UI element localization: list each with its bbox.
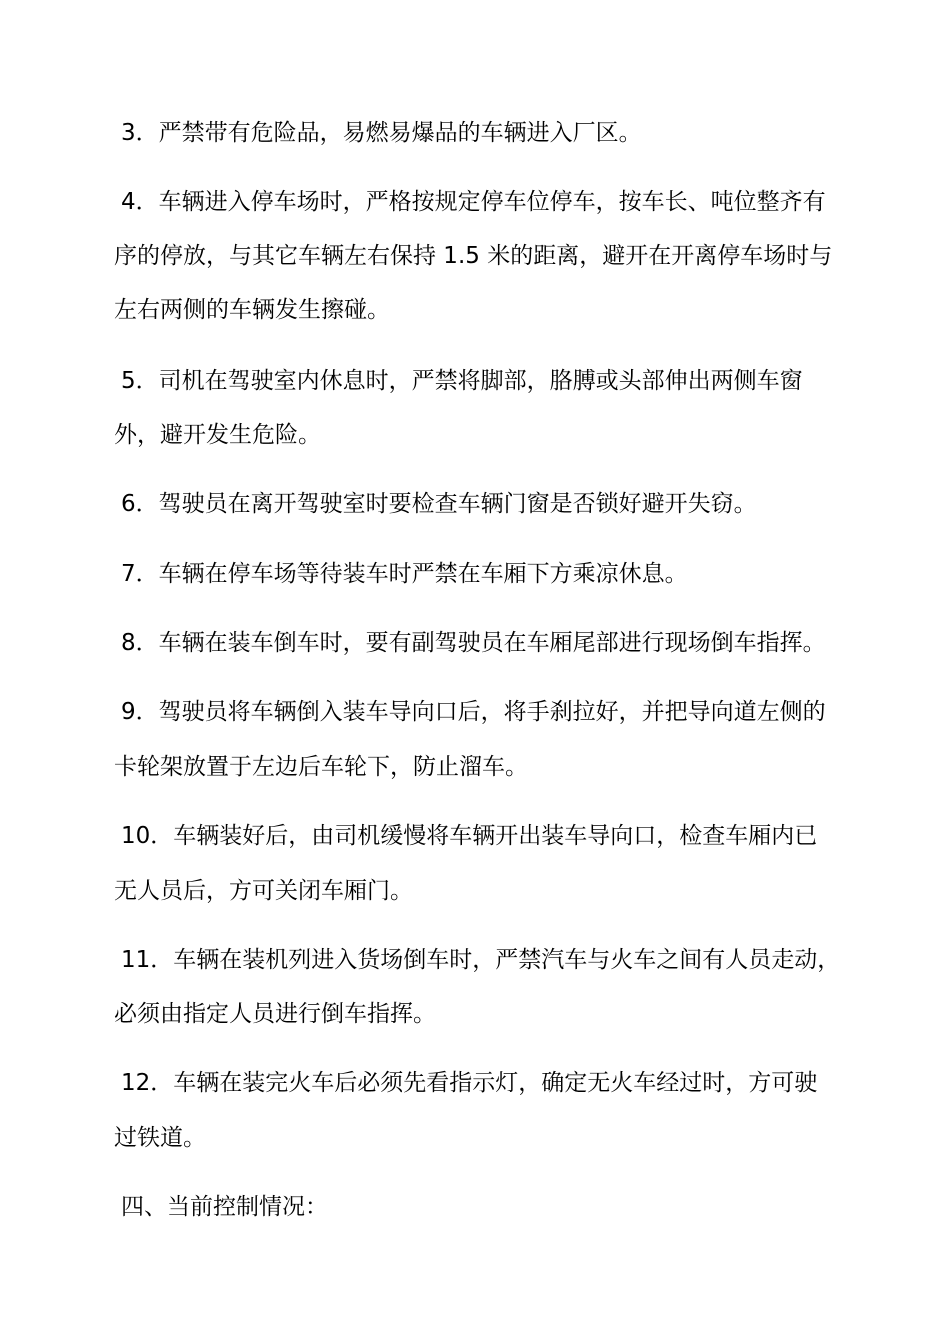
item-number: 7．: [121, 561, 159, 587]
section-heading: 四、当前控制情况：: [121, 1194, 328, 1220]
list-item-9: [121, 697, 826, 727]
list-item-11: [121, 945, 840, 975]
item-text: 司机在驾驶室内休息时，严禁将脚部，胳膊或头部伸出两侧车窗: [158, 368, 803, 394]
item-5-line-2: 外，避开发生危险。: [114, 422, 321, 448]
item-10-line-2: 无人员后，方可关闭车厢门。: [114, 878, 413, 904]
list-item-4: [121, 187, 826, 217]
item-12-line-2: 过铁道。: [114, 1125, 206, 1151]
item-number: 5．: [121, 368, 159, 394]
item-text: 严禁带有危险品，易燃易爆品的车辆进入厂区。: [158, 120, 642, 146]
list-item-8: [121, 628, 826, 658]
item-text: 车辆进入停车场时，严格按规定停车位停车，按车长、吨位整齐有: [158, 189, 826, 215]
list-item-6: [121, 489, 757, 519]
item-number: 3．: [121, 120, 159, 146]
item-text: 车辆在装完火车后必须先看指示灯，确定无火车经过时，方可驶: [173, 1070, 818, 1096]
list-item-5: [121, 366, 803, 396]
item-text: 车辆装好后，由司机缓慢将车辆开出装车导向口，检查车厢内已: [173, 823, 818, 849]
list-item-12: [121, 1068, 817, 1098]
item-4-line-3: 左右两侧的车辆发生擦碰。: [114, 297, 390, 323]
item-4-line-2: 序的停放，与其它车辆左右保持 1.5 米的距离，避开在开离停车场时与: [114, 243, 833, 269]
item-number: 10．: [121, 823, 174, 849]
item-number: 11．: [121, 947, 174, 973]
item-11-line-2: 必须由指定人员进行倒车指挥。: [114, 1001, 436, 1027]
item-text: 驾驶员将车辆倒入装车导向口后，将手刹拉好，并把导向道左侧的: [158, 699, 826, 725]
list-item-7: [121, 559, 688, 589]
item-number: 8．: [121, 630, 159, 656]
item-text: 车辆在停车场等待装车时严禁在车厢下方乘凉休息。: [158, 561, 688, 587]
list-item-3: [121, 118, 642, 148]
item-text: 驾驶员在离开驾驶室时要检查车辆门窗是否锁好避开失窃。: [158, 491, 757, 517]
item-number: 12．: [121, 1070, 174, 1096]
item-9-line-2: 卡轮架放置于左边后车轮下，防止溜车。: [114, 754, 528, 780]
item-text: 车辆在装机列进入货场倒车时，严禁汽车与火车之间有人员走动，: [173, 947, 841, 973]
item-number: 4．: [121, 189, 159, 215]
item-number: 9．: [121, 699, 159, 725]
item-number: 6．: [121, 491, 159, 517]
item-text: 车辆在装车倒车时，要有副驾驶员在车厢尾部进行现场倒车指挥。: [158, 630, 826, 656]
list-item-10: [121, 821, 817, 851]
